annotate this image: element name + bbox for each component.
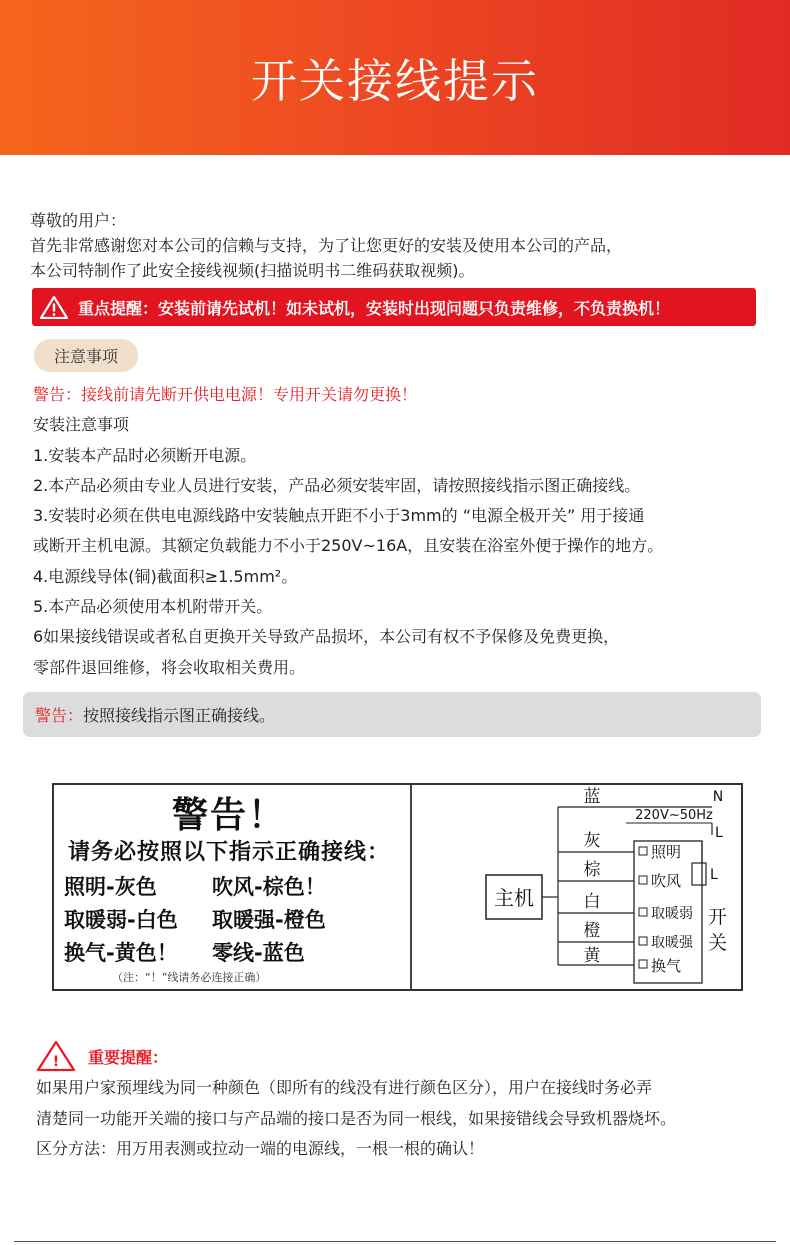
footer-divider (14, 1241, 776, 1242)
wire-color-label: 棕 (583, 860, 601, 880)
notes-line: 安装注意事项 (33, 415, 130, 435)
legend-item: 零线-蓝色 (212, 941, 305, 965)
notes-line: 1.安装本产品时必须断开电源。 (33, 445, 257, 465)
warning-box (23, 692, 761, 737)
terminal-n-label: N (712, 789, 724, 805)
switch-label: 照明 (651, 843, 682, 861)
important-label: 重要提醒： (88, 1047, 169, 1067)
legend-item: 照明-灰色 (64, 875, 157, 899)
switch-title: 开 (708, 906, 728, 928)
wire-color-label: 蓝 (583, 787, 601, 807)
wiring-schematic (412, 785, 743, 989)
wire-color-label: 灰 (583, 831, 601, 851)
greeting (30, 208, 622, 283)
notes-line: 4.电源线导体(铜)截面积≥1.5mm²。 (33, 566, 298, 586)
installation-notes (33, 380, 663, 683)
switch-label: 取暖弱 (651, 906, 693, 922)
notice-tag-label: 注意事项 (53, 347, 118, 366)
important-text (36, 1073, 676, 1165)
legend-item: 吹风-棕色！ (212, 875, 326, 899)
important-line: 如果用户家预埋线为同一种颜色（即所有的线没有进行颜色区分），用户在接线时务必弄 (36, 1078, 653, 1097)
greeting-line: 本公司特制作了此安全接线视频(扫描说明书二维码获取视频)。 (30, 261, 475, 280)
switch-label: 取暖强 (651, 935, 693, 951)
important-line: 清楚同一功能开关端的接口与产品端的接口是否为同一根线，如果接错线会导致机器烧坏。 (36, 1108, 677, 1128)
svg-text:!: ! (52, 1054, 60, 1070)
wiring-color-legend (54, 785, 410, 989)
notes-line: 6如果接线错误或者私自更换开关导致产品损坏，本公司有权不予保修及免费更换， (33, 627, 620, 647)
terminal-l-label: L (715, 825, 723, 841)
greeting-line: 尊敬的用户： (30, 211, 127, 230)
page-title: 开关接线提示 (251, 53, 539, 108)
notes-warning: 警告：接线前请先断开供电电源！专用开关请勿更换！ (33, 385, 418, 404)
legend-note: （注：“！”线请务必连接正确） (112, 971, 267, 984)
warning-triangle-icon (40, 295, 68, 319)
warning-box-label: 警告： (35, 706, 84, 725)
switch-label: 换气 (651, 957, 682, 975)
notes-line: 2.本产品必须由专业人员进行安装，产品必须安装牢固，请按照接线指示图正确接线。 (33, 475, 641, 495)
switch-label: 吹风 (651, 872, 682, 890)
voltage-label: 220V~50Hz (635, 808, 713, 823)
page-header (0, 0, 790, 155)
wiring-diagram (52, 783, 743, 991)
important-heading (36, 1040, 168, 1072)
legend-title: 警告！ (172, 794, 287, 836)
wire-color-label: 橙 (583, 921, 601, 941)
wire-color-label: 白 (583, 892, 601, 912)
switch-title: 关 (708, 932, 728, 954)
host-label: 主机 (494, 886, 534, 910)
warning-box-text: 按照接线指示图正确接线。 (83, 706, 276, 725)
switch-l-label: L (710, 867, 718, 883)
alert-banner (32, 288, 756, 326)
notes-line: 或断开主机电源。其额定负载能力不小于250V~16A，且安装在浴室外便于操作的地方。 (33, 536, 664, 556)
wire-color-label: 黄 (583, 946, 601, 966)
notes-line: 零部件退回维修，将会收取相关费用。 (33, 657, 306, 677)
alert-text: 重点提醒：安装前请先试机！如未试机，安装时出现问题只负责维修，不负责换机！ (78, 298, 671, 318)
notes-line: 3.安装时必须在供电电源线路中安装触点开距不小于3mm的 “电源全极开关” 用于接通 (33, 506, 645, 526)
legend-item: 取暖弱-白色 (64, 908, 178, 932)
legend-subtitle: 请务必按照以下指示正确接线： (68, 840, 391, 865)
important-line: 区分方法：用万用表测或拉动一端的电源线，一根一根的确认！ (36, 1139, 485, 1158)
legend-item: 取暖强-橙色 (212, 908, 326, 932)
notes-line: 5.本产品必须使用本机附带开关。 (33, 597, 273, 617)
warning-triangle-outline-icon (36, 1040, 76, 1072)
greeting-line: 首先非常感谢您对本公司的信赖与支持，为了让您更好的安装及使用本公司的产品， (30, 236, 623, 255)
legend-item: 换气-黄色！ (64, 941, 178, 965)
notice-tag (34, 339, 138, 372)
